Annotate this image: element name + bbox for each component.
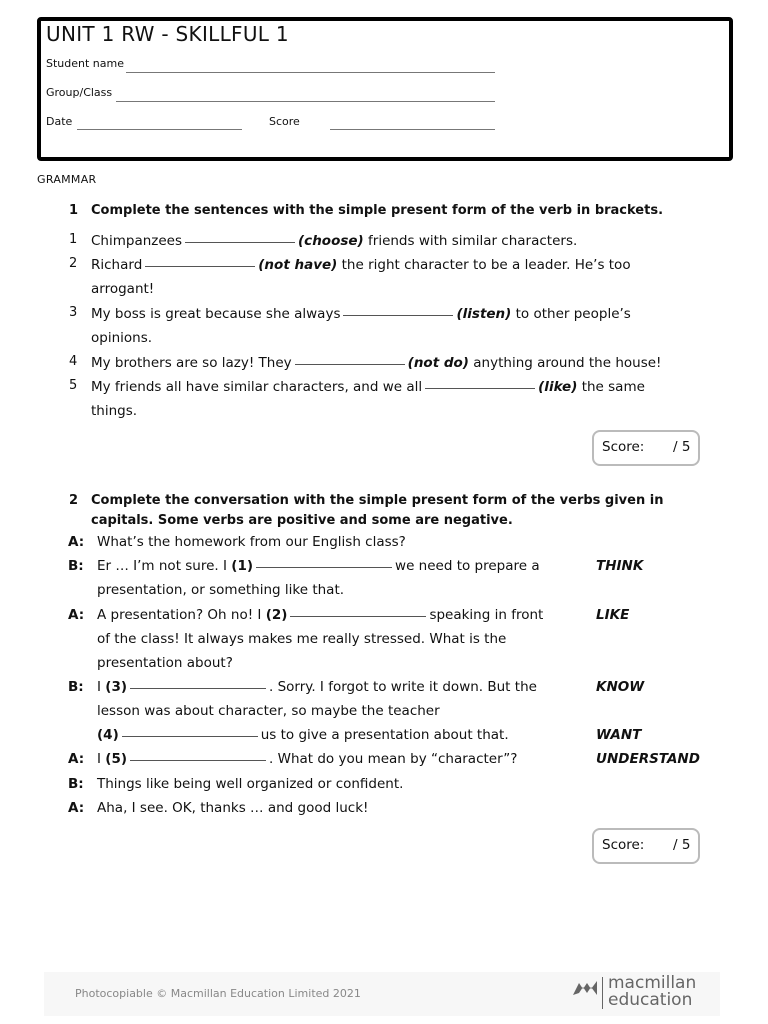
item-text: anything around the house!: [473, 355, 662, 371]
exercise1-item-5: [91, 375, 645, 399]
dialogue-line: Things like being well organized or confident.: [97, 776, 404, 792]
score-label: Score:: [602, 439, 645, 455]
speaker-label: A:: [68, 534, 85, 550]
exercise1-number: 1: [69, 203, 79, 218]
item-text: Chimpanzees: [91, 233, 183, 249]
exercise2-instruction-line2: capitals. Some verbs are positive and some are negative.: [91, 513, 513, 528]
dialogue-text: . What do you mean by “character”?: [269, 751, 518, 767]
item-text: Richard: [91, 257, 143, 273]
exercise1-item-2: [91, 253, 631, 277]
dialogue-continuation: of the class! It always makes me really stressed. What is the: [97, 631, 507, 647]
group-class-label: Group/Class: [46, 86, 113, 99]
item-number: 2: [69, 256, 78, 271]
answer-blank[interactable]: [130, 687, 266, 689]
item-continuation: opinions.: [91, 330, 153, 346]
item-number: 3: [69, 305, 78, 320]
answer-blank[interactable]: [343, 314, 453, 316]
gap-number: (2): [265, 607, 288, 623]
dialogue-line: Aha, I see. OK, thanks … and good luck!: [97, 800, 369, 816]
logo-divider: [602, 977, 603, 1009]
speaker-label: A:: [68, 800, 85, 816]
date-label: Date: [46, 115, 73, 128]
score-label: Score:: [602, 837, 645, 853]
item-number: 4: [69, 354, 78, 369]
logo-text-line1: macmillan: [608, 973, 697, 993]
speaker-label: A:: [68, 607, 85, 623]
score-total: / 5: [673, 439, 691, 455]
student-name-label: Student name: [46, 57, 124, 70]
date-field[interactable]: [77, 129, 242, 130]
dialogue-continuation: presentation about?: [97, 655, 233, 671]
dialogue-line: [97, 675, 537, 699]
answer-blank[interactable]: [185, 241, 295, 243]
dialogue-continuation: lesson was about character, so maybe the teacher: [97, 703, 440, 719]
verb-capitals: KNOW: [596, 679, 645, 695]
dialogue-text: I: [97, 679, 101, 695]
exercise2-score-box: [592, 828, 700, 864]
speaker-label: B:: [68, 679, 84, 695]
dialogue-text: we need to prepare a: [395, 558, 540, 574]
item-continuation: arrogant!: [91, 281, 155, 297]
speaker-label: B:: [68, 558, 84, 574]
verb-hint: (listen): [456, 306, 512, 322]
student-name-field[interactable]: [126, 72, 495, 73]
speaker-label: A:: [68, 751, 85, 767]
gap-number: (5): [105, 751, 128, 767]
copyright-notice: Photocopiable © Macmillan Education Limited 2021: [75, 987, 361, 1000]
item-number: 1: [69, 232, 78, 247]
gap-number: (1): [231, 558, 254, 574]
dialogue-line: [97, 603, 543, 627]
item-text: the same: [581, 379, 645, 395]
answer-blank[interactable]: [290, 615, 426, 617]
exercise1-instruction: Complete the sentences with the simple present form of the verb in brackets.: [91, 203, 664, 218]
group-class-field[interactable]: [116, 101, 495, 102]
item-text: the right character to be a leader. He’s too: [341, 257, 631, 273]
verb-capitals: WANT: [596, 727, 642, 743]
exercise1-item-1: [91, 229, 577, 253]
verb-hint: (choose): [298, 233, 364, 249]
section-heading: GRAMMAR: [37, 173, 97, 186]
verb-capitals: LIKE: [596, 607, 630, 623]
dialogue-text: . Sorry. I forgot to write it down. But the: [269, 679, 537, 695]
answer-blank[interactable]: [122, 735, 258, 737]
exercise1-score-box: [592, 430, 700, 466]
macmillan-logo-icon: [572, 979, 598, 997]
answer-blank[interactable]: [425, 387, 535, 389]
answer-blank[interactable]: [295, 363, 405, 365]
verb-hint: (not do): [407, 355, 469, 371]
macmillan-logo: [572, 975, 697, 1011]
score-label: Score: [269, 115, 300, 128]
dialogue-line: What’s the homework from our English class?: [97, 534, 406, 550]
dialogue-text: Er … I’m not sure. I: [97, 558, 227, 574]
worksheet-title: UNIT 1 RW - SKILLFUL 1: [46, 22, 289, 46]
item-text: My brothers are so lazy! They: [91, 355, 292, 371]
dialogue-continuation: presentation, or something like that.: [97, 582, 345, 598]
gap-number: (4): [97, 727, 119, 743]
exercise2-number: 2: [69, 493, 79, 508]
item-number: 5: [69, 378, 78, 393]
dialogue-text: I: [97, 751, 101, 767]
dialogue-line: [97, 554, 540, 578]
dialogue-text: us to give a presentation about that.: [260, 727, 509, 743]
item-text: My friends all have similar characters, and we all: [91, 379, 423, 395]
dialogue-line: [97, 723, 509, 747]
verb-capitals: UNDERSTAND: [596, 751, 700, 767]
exercise1-item-4: [91, 351, 661, 375]
verb-capitals: THINK: [596, 558, 644, 574]
dialogue-text: A presentation? Oh no! I: [97, 607, 262, 623]
item-text: friends with similar characters.: [368, 233, 578, 249]
gap-number: (3): [105, 679, 128, 695]
exercise2-instruction-line1: Complete the conversation with the simple present form of the verbs given in: [91, 493, 664, 508]
answer-blank[interactable]: [256, 566, 392, 568]
item-text: My boss is great because she always: [91, 306, 341, 322]
speaker-label: B:: [68, 776, 84, 792]
item-text: to other people’s: [515, 306, 631, 322]
verb-hint: (like): [538, 379, 578, 395]
answer-blank[interactable]: [130, 759, 266, 761]
verb-hint: (not have): [258, 257, 338, 273]
item-continuation: things.: [91, 403, 138, 419]
dialogue-line: [97, 747, 517, 771]
answer-blank[interactable]: [145, 265, 255, 267]
logo-text-line2: education: [608, 990, 693, 1010]
dialogue-text: speaking in front: [429, 607, 544, 623]
score-total: / 5: [673, 837, 691, 853]
score-field[interactable]: [330, 129, 495, 130]
exercise1-item-3: [91, 302, 631, 326]
